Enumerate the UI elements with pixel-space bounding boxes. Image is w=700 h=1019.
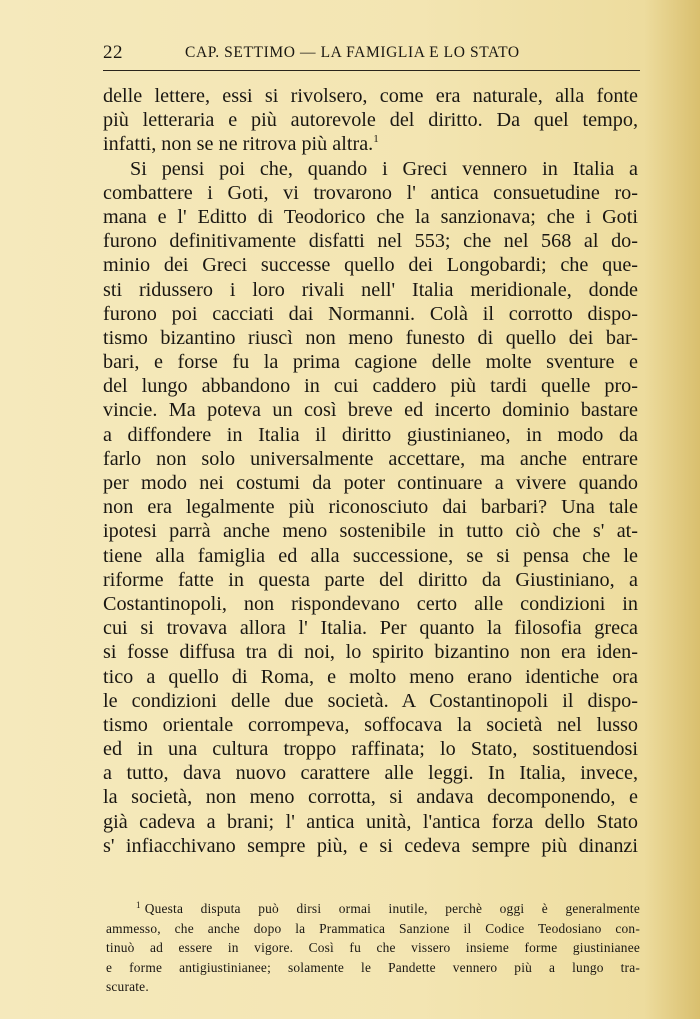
text-line: cui si trovava allora l' Italia. Per quanto la filosofia greca <box>103 617 638 640</box>
footnote <box>106 899 640 997</box>
text-line: sti ridussero i loro rivali nell' Italia meridionale, donde <box>103 278 638 301</box>
text-line: tico a quello di Roma, e molto meno erano identiche ora <box>103 665 638 688</box>
text-line: la società, non meno corrotta, si andava decomponendo, e <box>103 786 638 809</box>
text-line: a tutto, dava nuovo carattere alle leggi. In Italia, invece, <box>103 762 638 785</box>
text-line: Si pensi poi che, quando i Greci vennero in Italia a <box>130 157 638 180</box>
text-line: vincie. Ma poteva un così breve ed incerto dominio bastare <box>103 399 638 422</box>
text-line-content: infatti, non se ne ritrova più altra. <box>103 133 374 156</box>
text-line <box>103 132 638 156</box>
text-line: tismo orientale corrompeva, soffocava la società nel lusso <box>103 713 638 736</box>
footnote-line: scurate. <box>106 979 149 995</box>
footnote-reference[interactable]: 1 <box>373 133 379 146</box>
text-line: si fosse diffusa tra di noi, lo spirito bizantino non era iden- <box>103 641 638 664</box>
footnote-mark: 1 <box>136 900 141 910</box>
text-line: furono poi cacciati dai Normanni. Colà il corrotto dispo- <box>103 302 638 325</box>
text-line: non era legalmente più riconosciuto dai barbari? Una tale <box>103 496 638 519</box>
text-line: del lungo abbandono in cui caddero più tardi quelle pro- <box>103 375 638 398</box>
text-line: farlo non solo universalmente accettare, ma anche entrare <box>103 447 638 470</box>
text-line: ed in una cultura troppo raffinata; lo Stato, sostituendosi <box>103 738 638 761</box>
text-line: minio dei Greci successe quello dei Longobardi; che que- <box>103 254 638 277</box>
text-line: mana e l' Editto di Teodorico che la sanzionava; che i Goti <box>103 205 638 228</box>
text-line: le condizioni delle due società. A Costantinopoli il dispo- <box>103 689 638 712</box>
text-line: per modo nei costumi da poter continuare a vivere quando <box>103 472 638 494</box>
text-line: ipotesi parrà anche meno sostenibile in tutto ciò che s' at- <box>103 520 638 543</box>
header-rule <box>103 70 640 71</box>
text-line: bari, e forse fu la prima cagione delle molte sventure e <box>103 351 638 374</box>
page-number: 22 <box>103 42 123 63</box>
text-line: tismo bizantino riuscì non meno funesto di quello dei bar- <box>103 326 638 349</box>
footnote-line: e forme antigiustinianee; solamente le Pandette vennero più a lungo tra- <box>106 959 640 975</box>
page-header <box>103 40 640 66</box>
footnote-line-content: Questa disputa può dirsi ormai inutile, perchè oggi è generalmente <box>144 901 640 916</box>
body-text <box>103 84 638 858</box>
text-line: già cadeva a brani; l' antica unità, l'antica forza dello Stato <box>103 810 638 833</box>
text-line: a diffondere in Italia il diritto giustinianeo, in modo da <box>103 423 638 446</box>
text-line: più letteraria e più autorevole del diritto. Da quel tempo, <box>103 109 638 132</box>
text-line: furono definitivamente disfatti nel 553; che nel 568 al do- <box>103 230 638 253</box>
footnote-line: tinuò ad essere in vigore. Così fu che vissero insieme forme giustinianee <box>106 940 640 956</box>
text-line: Costantinopoli, non rispondevano certo alle condizioni in <box>103 592 638 615</box>
running-head: CAP. SETTIMO — LA FAMIGLIA E LO STATO <box>185 44 520 61</box>
footnote-line: ammesso, che anche dopo la Prammatica Sanzione il Codice Teodosiano con- <box>106 920 640 936</box>
text-line: delle lettere, essi si rivolsero, come era naturale, alla fonte <box>103 85 638 107</box>
footnote-line <box>106 899 640 919</box>
text-line: s' infiacchivano sempre più, e si cedeva sempre più dinanzi <box>103 834 638 857</box>
text-line: tiene alla famiglia ed alla successione, se si pensa che le <box>103 544 638 567</box>
text-line: combattere i Goti, vi trovarono l' antica consuetudine ro- <box>103 181 638 204</box>
text-line: riforme fatte in questa parte del diritto da Giustiniano, a <box>103 568 638 591</box>
